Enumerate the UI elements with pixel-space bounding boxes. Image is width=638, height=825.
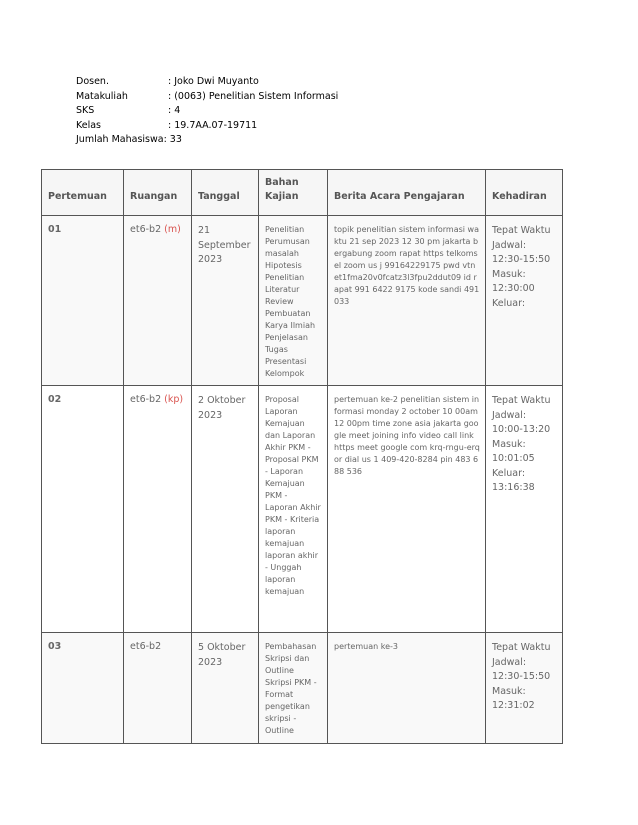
cell-bahan-kajian: Penelitian Perumusan masalah Hipotesis Penelitian Literatur Review Pembuatan Karya Ilmiah Penjelasan Tugas Presentasi Kelompok — [259, 216, 328, 386]
attendance-line: Masuk: — [492, 685, 526, 697]
col-header-bahan-kajian: Bahan Kajian — [259, 170, 328, 216]
attendance-line: 13:16:38 — [492, 482, 535, 493]
attendance-line: Jadwal: — [492, 656, 527, 668]
info-value: : 4 — [168, 105, 181, 117]
room-code: et6-b2 — [130, 641, 162, 652]
cell-ruangan — [124, 633, 192, 744]
info-label: Matakuliah — [76, 90, 128, 102]
room-tag: (m) — [164, 224, 181, 235]
attendance-line: Masuk: — [492, 268, 526, 280]
cell-kehadiran — [486, 633, 563, 744]
col-header-berita-acara: Berita Acara Pengajaran — [328, 170, 486, 216]
attendance-line: Jadwal: — [492, 239, 527, 251]
table-row — [42, 633, 563, 744]
course-info — [76, 75, 338, 148]
info-row-sks — [76, 104, 338, 119]
cell-tanggal: 2 Oktober 2023 — [192, 386, 259, 633]
cell-ruangan — [124, 386, 192, 633]
info-value: : 19.7AA.07-19711 — [168, 119, 258, 131]
cell-berita-acara: pertemuan ke-2 penelitian sistem informasi monday 2 october 10 00am 12 00pm time zone asia jakarta google meet joining info video call link https meet google com krq-rngu-erq or dial us 1 409-420-8284 pin 483 688 536 — [328, 386, 486, 633]
room-code: et6-b2 — [130, 224, 162, 235]
attendance-table — [41, 169, 563, 744]
attendance-status: Tepat Waktu — [492, 642, 551, 653]
cell-berita-acara: pertemuan ke-3 — [328, 633, 486, 744]
attendance-line: 12:31:02 — [492, 700, 535, 711]
cell-bahan-kajian: Pembahasan Skripsi dan Outline Skripsi PKM - Format pengetikan skripsi - Outline — [259, 633, 328, 744]
cell-pertemuan: 02 — [42, 386, 124, 633]
info-label: SKS — [76, 105, 95, 117]
col-header-kehadiran: Kehadiran — [486, 170, 563, 216]
table-row — [42, 386, 563, 633]
cell-bahan-kajian: Proposal Laporan Kemajuan dan Laporan Akhir PKM - Proposal PKM - Laporan Kemajuan PKM - Laporan Akhir PKM - Kriteria laporan kemajuan laporan akhir - Unggah laporan kemajuan — [259, 386, 328, 633]
info-label: Jumlah Mahasiswa — [76, 134, 164, 146]
attendance-line: Keluar: — [492, 467, 526, 479]
cell-kehadiran — [486, 386, 563, 633]
room-tag: (kp) — [164, 394, 184, 405]
attendance-line: 10:00-13:20 — [492, 424, 551, 435]
info-row-matakuliah — [76, 90, 338, 105]
attendance-line: 12:30-15:50 — [492, 254, 551, 265]
room-code: et6-b2 — [130, 394, 162, 405]
info-value: : (0063) Penelitian Sistem Informasi — [168, 90, 339, 102]
attendance-status: Tepat Waktu — [492, 395, 551, 406]
cell-tanggal: 5 Oktober 2023 — [192, 633, 259, 744]
cell-tanggal: 21 September 2023 — [192, 216, 259, 386]
info-label: Dosen. — [76, 76, 109, 87]
info-value: : Joko Dwi Muyanto — [168, 76, 259, 87]
col-header-pertemuan: Pertemuan — [42, 170, 124, 216]
attendance-line: Masuk: — [492, 438, 526, 450]
info-row-jumlah-mahasiswa — [76, 133, 338, 148]
info-row-kelas — [76, 119, 338, 134]
table-header-row — [42, 170, 563, 216]
attendance-line: 12:30:00 — [492, 283, 535, 294]
cell-berita-acara: topik penelitian sistem informasi waktu 21 sep 2023 12 30 pm jakarta bergabung zoom rapat https telkomsel zoom us j 99164229175 pwd vtnet1fma20v0fcatz3l3fpu2ddut09 id rapat 991 6422 9175 kode sandi 491033 — [328, 216, 486, 386]
table-row — [42, 216, 563, 386]
info-row-dosen — [76, 75, 338, 90]
cell-ruangan — [124, 216, 192, 386]
info-label: Kelas — [76, 119, 102, 131]
cell-pertemuan: 01 — [42, 216, 124, 386]
col-header-tanggal: Tanggal — [192, 170, 259, 216]
attendance-line: Keluar: — [492, 297, 526, 309]
attendance-line: Jadwal: — [492, 409, 527, 421]
col-header-ruangan: Ruangan — [124, 170, 192, 216]
attendance-line: 12:30-15:50 — [492, 671, 551, 682]
cell-pertemuan: 03 — [42, 633, 124, 744]
attendance-line: 10:01:05 — [492, 453, 535, 464]
info-value: : 33 — [163, 134, 182, 146]
cell-kehadiran — [486, 216, 563, 386]
attendance-status: Tepat Waktu — [492, 225, 551, 236]
